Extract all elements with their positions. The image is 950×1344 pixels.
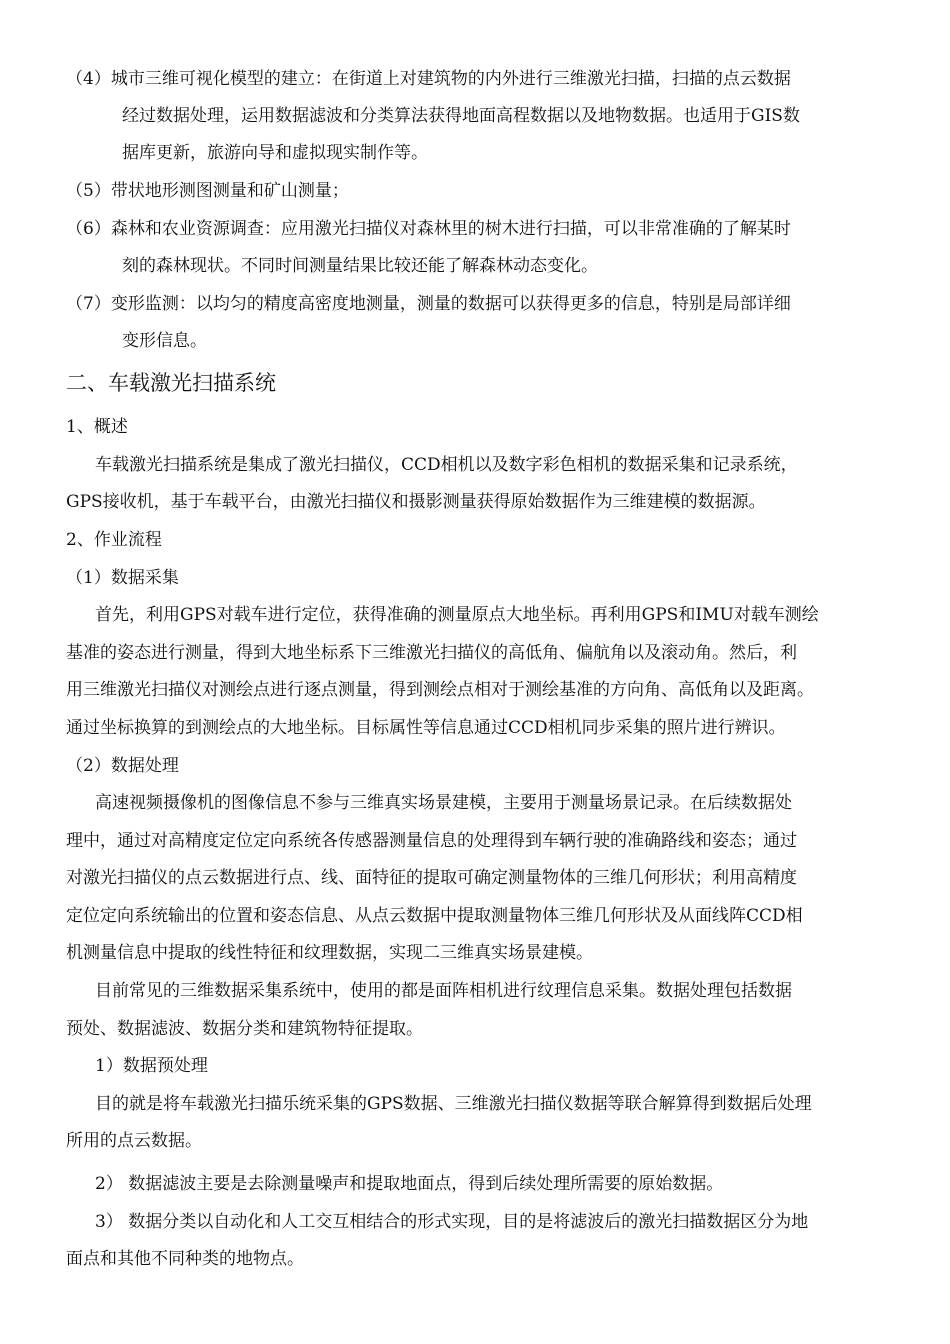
paragraph-line: 机测量信息中提取的线性特征和纹理数据，实现二三维真实场景建模。: [66, 943, 593, 963]
list-heading: 1）数据预处理: [95, 1056, 208, 1076]
paragraph-line: 高速视频摄像机的图像信息不参与三维真实场景建模，主要用于测量场景记录。在后续数据处: [95, 793, 792, 813]
paragraph-line: 基准的姿态进行测量，得到大地坐标系下三维激光扫描仪的高低角、偏航角以及滚动角。然后，利: [66, 643, 797, 663]
list-item-5: （5）带状地形测图测量和矿山测量；: [66, 181, 349, 201]
paragraph-line: 首先，利用GPS对载车进行定位，获得准确的测量原点大地坐标。再利用GPS和IMU对载车测绘: [95, 605, 819, 625]
subsection-heading: 1、概述: [66, 417, 128, 437]
paragraph-line: 所用的点云数据。: [66, 1131, 202, 1151]
list-item-6-cont: 刻的森林现状。不同时间测量结果比较还能了解森林动态变化。: [122, 256, 598, 276]
paragraph-line: 预处、数据滤波、数据分类和建筑物特征提取。: [66, 1019, 423, 1039]
list-item-4-cont: 据库更新，旅游向导和虚拟现实制作等。: [122, 143, 428, 163]
paragraph-line: 车载激光扫描系统是集成了激光扫描仪，CCD相机以及数字彩色相机的数据采集和记录系统，: [95, 455, 798, 475]
list-item-cont: 面点和其他不同种类的地物点。: [66, 1249, 304, 1269]
subsection-heading: （1）数据采集: [66, 568, 179, 588]
paragraph-line: 目前常见的三维数据采集系统中，使用的都是面阵相机进行纹理信息采集。数据处理包括数据: [95, 981, 792, 1001]
list-item-6: （6）森林和农业资源调查：应用激光扫描仪对森林里的树木进行扫描，可以非常准确的了解某时: [66, 219, 791, 239]
list-item-4: （4）城市三维可视化模型的建立：在街道上对建筑物的内外进行三维激光扫描，扫描的点云数据: [66, 69, 791, 89]
subsection-heading: （2）数据处理: [66, 756, 179, 776]
paragraph-line: 定位定向系统输出的位置和姿态信息、从点云数据中提取测量物体三维几何形状及从面线阵CCD相: [66, 906, 803, 926]
paragraph-line: 目的就是将车载激光扫描乐统采集的GPS数据、三维激光扫描仪数据等联合解算得到数据后处理: [95, 1094, 812, 1114]
paragraph-line: 用三维激光扫描仪对测绘点进行逐点测量，得到测绘点相对于测绘基准的方向角、高低角以及距离。: [66, 680, 814, 700]
list-item-7-cont: 变形信息。: [122, 331, 207, 351]
list-item-4-cont: 经过数据处理，运用数据滤波和分类算法获得地面高程数据以及地物数据。也适用于GIS数: [122, 106, 800, 126]
paragraph-line: 理中，通过对高精度定位定向系统各传感器测量信息的处理得到车辆行驶的准确路线和姿态；通过: [66, 831, 797, 851]
paragraph-line: 通过坐标换算的到测绘点的大地坐标。目标属性等信息通过CCD相机同步采集的照片进行辨识。: [66, 718, 786, 738]
paragraph-line: GPS接收机，基于车载平台，由激光扫描仪和摄影测量获得原始数据作为三维建模的数据源。: [66, 492, 766, 512]
list-item: 2） 数据滤波主要是去除测量噪声和提取地面点，得到后续处理所需要的原始数据。: [95, 1174, 724, 1194]
list-item: 3） 数据分类以自动化和人工交互相结合的形式实现，目的是将滤波后的激光扫描数据区分为地: [95, 1212, 809, 1232]
subsection-heading: 2、作业流程: [66, 530, 162, 550]
section-heading: 二、车载激光扫描系统: [66, 371, 276, 395]
list-item-7: （7）变形监测：以均匀的精度高密度地测量，测量的数据可以获得更多的信息，特别是局部详细: [66, 294, 791, 314]
paragraph-line: 对激光扫描仪的点云数据进行点、线、面特征的提取可确定测量物体的三维几何形状；利用高精度: [66, 868, 797, 888]
